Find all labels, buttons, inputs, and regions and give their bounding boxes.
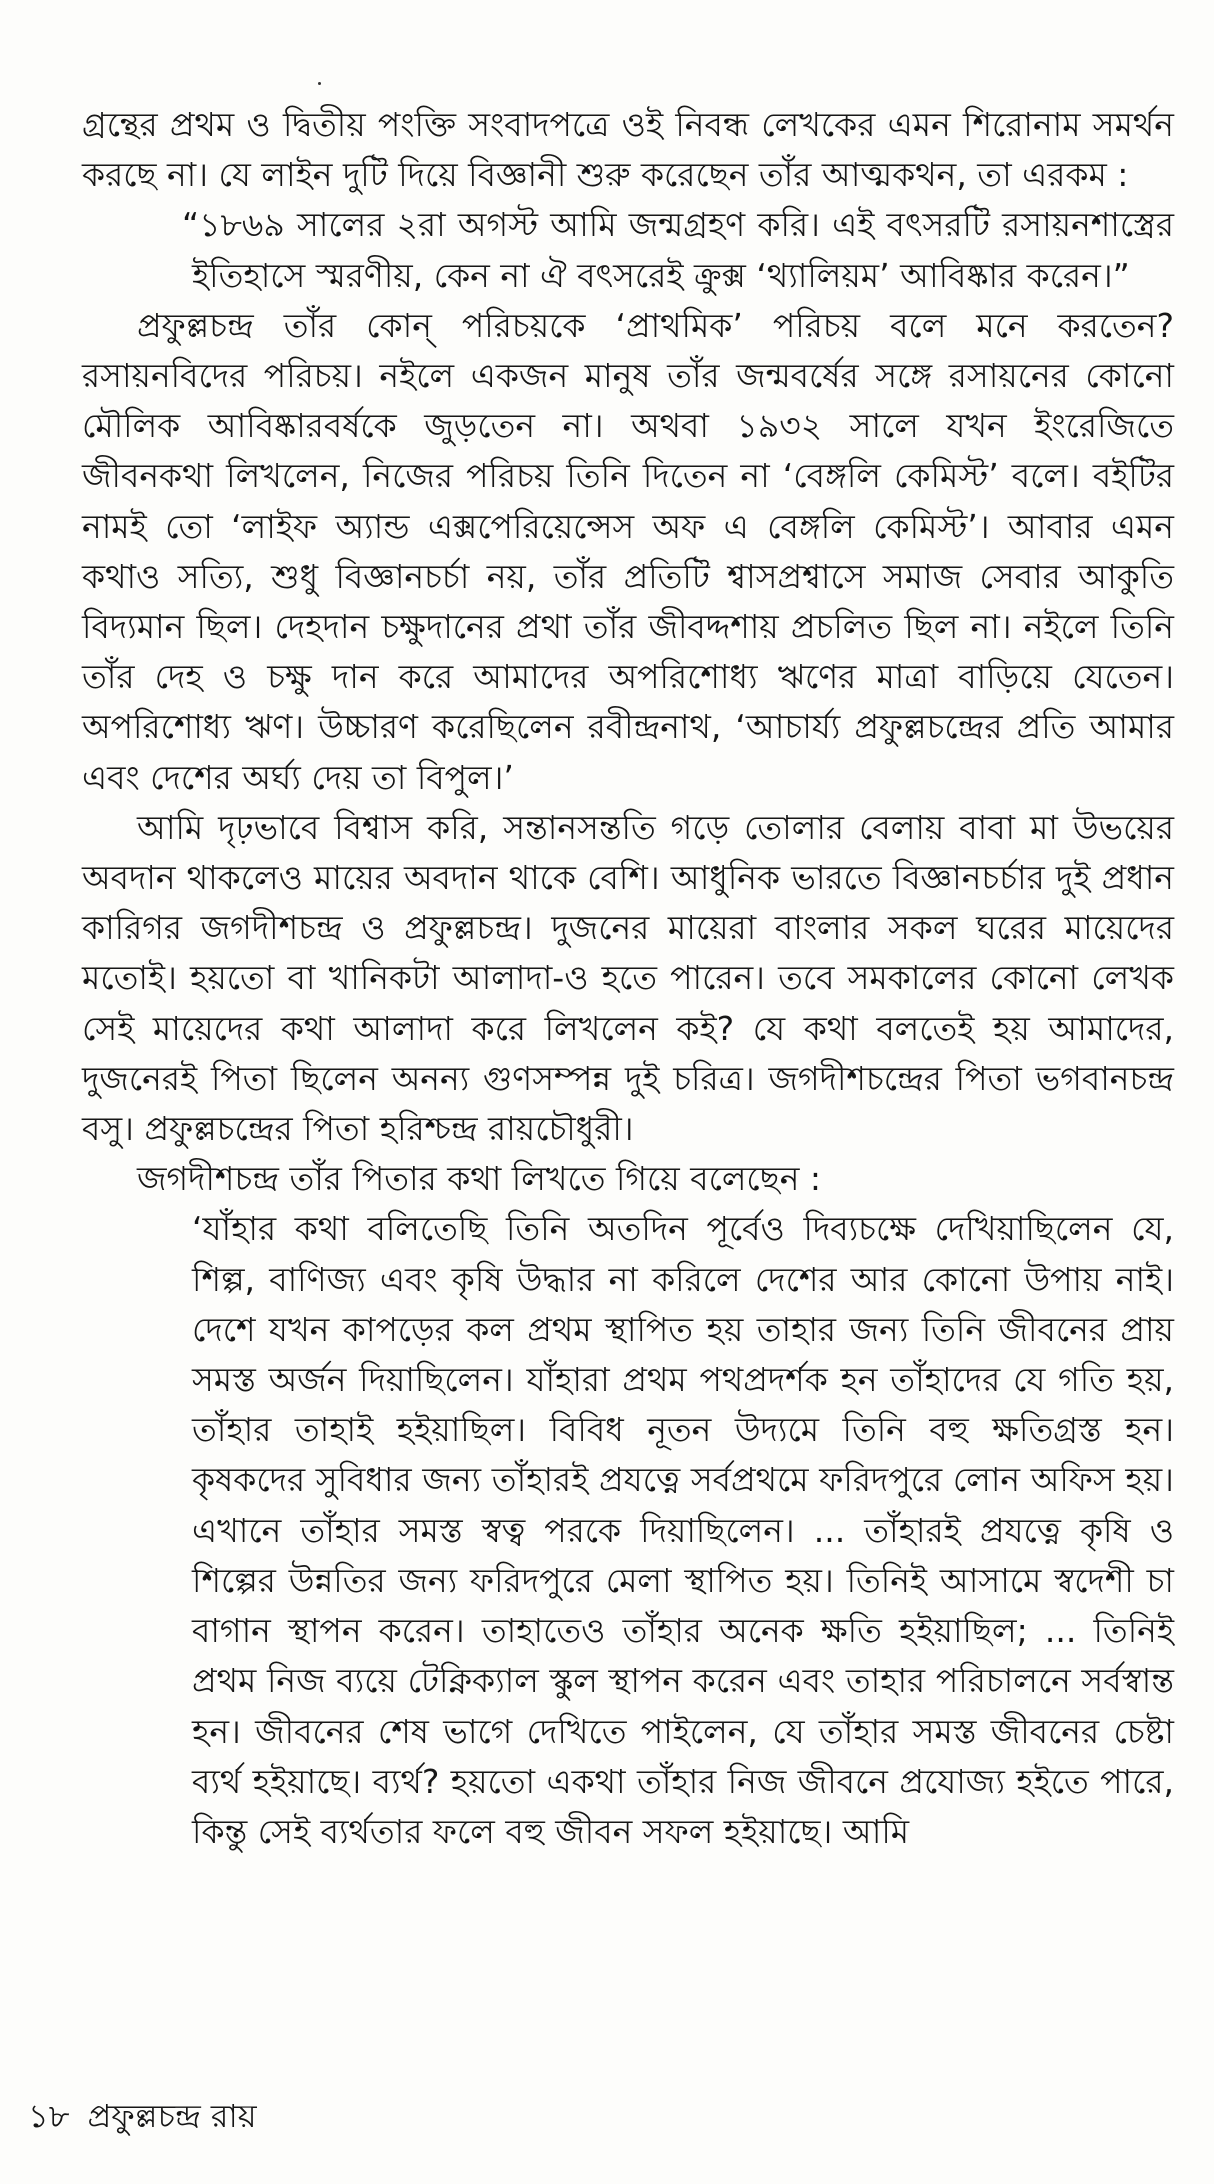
page-footer [28,2096,275,2136]
paragraph-2: প্রফুল্লচন্দ্র তাঁর কোন্ পরিচয়কে ‘প্রাথমিক’ পরিচয় বলে মনে করতেন? রসায়নবিদের পরিচয়। নইলে একজন মানুষ তাঁর জন্মবর্ষের সঙ্গে রসায়নের কোনো মৌলিক আবিষ্কারবর্ষকে জুড়তেন না। অথবা ১৯৩২ সালে যখন ইংরেজিতে জীবনকথা লিখলেন, নিজের পরিচয় তিনি দিতেন না ‘বেঙ্গলি কেমিস্ট’ বলে। বইটির নামই তো ‘লাইফ অ্যান্ড এক্সপেরিয়েন্সেস অফ এ বেঙ্গলি কেমিস্ট’। আবার এমন কথাও সত্যি, শুধু বিজ্ঞানচর্চা নয়, তাঁর প্রতিটি শ্বাসপ্রশ্বাসে সমাজ সেবার আকুতি বিদ্যমান ছিল। দেহদান চক্ষুদানের প্রথা তাঁর জীবদ্দশায় প্রচলিত ছিল না। নইলে তিনি তাঁর দেহ ও চক্ষু দান করে আমাদের অপরিশোধ্য ঋণের মাত্রা বাড়িয়ে যেতেন। অপরিশোধ্য ঋণ। উচ্চারণ করেছিলেন রবীন্দ্রনাথ, ‘আচার্য্য প্রফুল্লচন্দ্রের প্রতি আমার এবং দেশের অর্ঘ্য দেয় তা বিপুল।’ [82,305,1174,797]
quote-block-2: ‘যাঁহার কথা বলিতেছি তিনি অতদিন পূর্বেও দিব্যচক্ষে দেখিয়াছিলেন যে, শিল্প, বাণিজ্য এবং কৃষি উদ্ধার না করিলে দেশের আর কোনো উপায় নাই। দেশে যখন কাপড়ের কল প্রথম স্থাপিত হয় তাহার জন্য তিনি জীবনের প্রায় সমস্ত অর্জন দিয়াছিলেন। যাঁহারা প্রথম পথপ্রদর্শক হন তাঁহাদের যে গতি হয়, তাঁহার তাহাই হইয়াছিল। বিবিধ নূতন উদ্যমে তিনি বহু ক্ষতিগ্রস্ত হন। কৃষকদের সুবিধার জন্য তাঁহারই প্রযত্নে সর্বপ্রথমে ফরিদপুরে লোন অফিস হয়। এখানে তাঁহার সমস্ত স্বত্ব পরকে দিয়াছিলেন। ... তাঁহারই প্রযত্নে কৃষি ও শিল্পের উন্নতির জন্য ফরিদপুরে মেলা স্থাপিত হয়। তিনিই আসামে স্বদেশী চা বাগান স্থাপন করেন। তাহাতেও তাঁহার অনেক ক্ষতি হইয়াছিল; ... তিনিই প্রথম নিজ ব্যয়ে টেক্নিক্যাল স্কুল স্থাপন করেন এবং তাহার পরিচালনে সর্বস্বান্ত হন। জীবনের শেষ ভাগে দেখিতে পাইলেন, যে তাঁহার সমস্ত জীবনের চেষ্টা ব্যর্থ হইয়াছে। ব্যর্থ? হয়তো একথা তাঁহার নিজ জীবনে প্রযোজ্য হইতে পারে, কিন্তু সেই ব্যর্থতার ফলে বহু জীবন সফল হইয়াছে। আমি [192,1209,1174,1851]
running-title: প্রফুল্লচন্দ্র রায় [87,2097,257,2135]
quote-block-1: “১৮৬৯ সালের ২রা অগস্ট আমি জন্মগ্রহণ করি। এই বৎসরটি রসায়নশাস্ত্রের ইতিহাসে স্মরণীয়, কেন না ঐ বৎসরেই ক্রুক্স ‘থ্যালিয়ম’ আবিষ্কার করেন।” [182,205,1174,295]
body-text [82,100,1174,1857]
paragraph-1: গ্রন্থের প্রথম ও দ্বিতীয় পংক্তি সংবাদপত্রে ওই নিবন্ধ লেখকের এমন শিরোনাম সমর্থন করছে না। যে লাইন দুটি দিয়ে বিজ্ঞানী শুরু করেছেন তাঁর আত্মকথন, তা এরকম : [82,105,1174,195]
page-number: ১৮ [28,2097,70,2135]
paragraph-4: জগদীশচন্দ্র তাঁর পিতার কথা লিখতে গিয়ে বলেছেন : [137,1159,821,1199]
page-speck [318,82,321,85]
paragraph-3: আমি দৃঢ়ভাবে বিশ্বাস করি, সন্তানসন্ততি গড়ে তোলার বেলায় বাবা মা উভয়ের অবদান থাকলেও মায়ের অবদান থাকে বেশি। আধুনিক ভারতে বিজ্ঞানচর্চার দুই প্রধান কারিগর জগদীশচন্দ্র ও প্রফুল্লচন্দ্র। দুজনের মায়েরা বাংলার সকল ঘরের মায়েদের মতোই। হয়তো বা খানিকটা আলাদা-ও হতে পারেন। তবে সমকালের কোনো লেখক সেই মায়েদের কথা আলাদা করে লিখলেন কই? যে কথা বলতেই হয় আমাদের, দুজনেরই পিতা ছিলেন অনন্য গুণসম্পন্ন দুই চরিত্র। জগদীশচন্দ্রের পিতা ভগবানচন্দ্র বসু। প্রফুল্লচন্দ্রের পিতা হরিশ্চন্দ্র রায়চৌধুরী। [82,807,1174,1149]
